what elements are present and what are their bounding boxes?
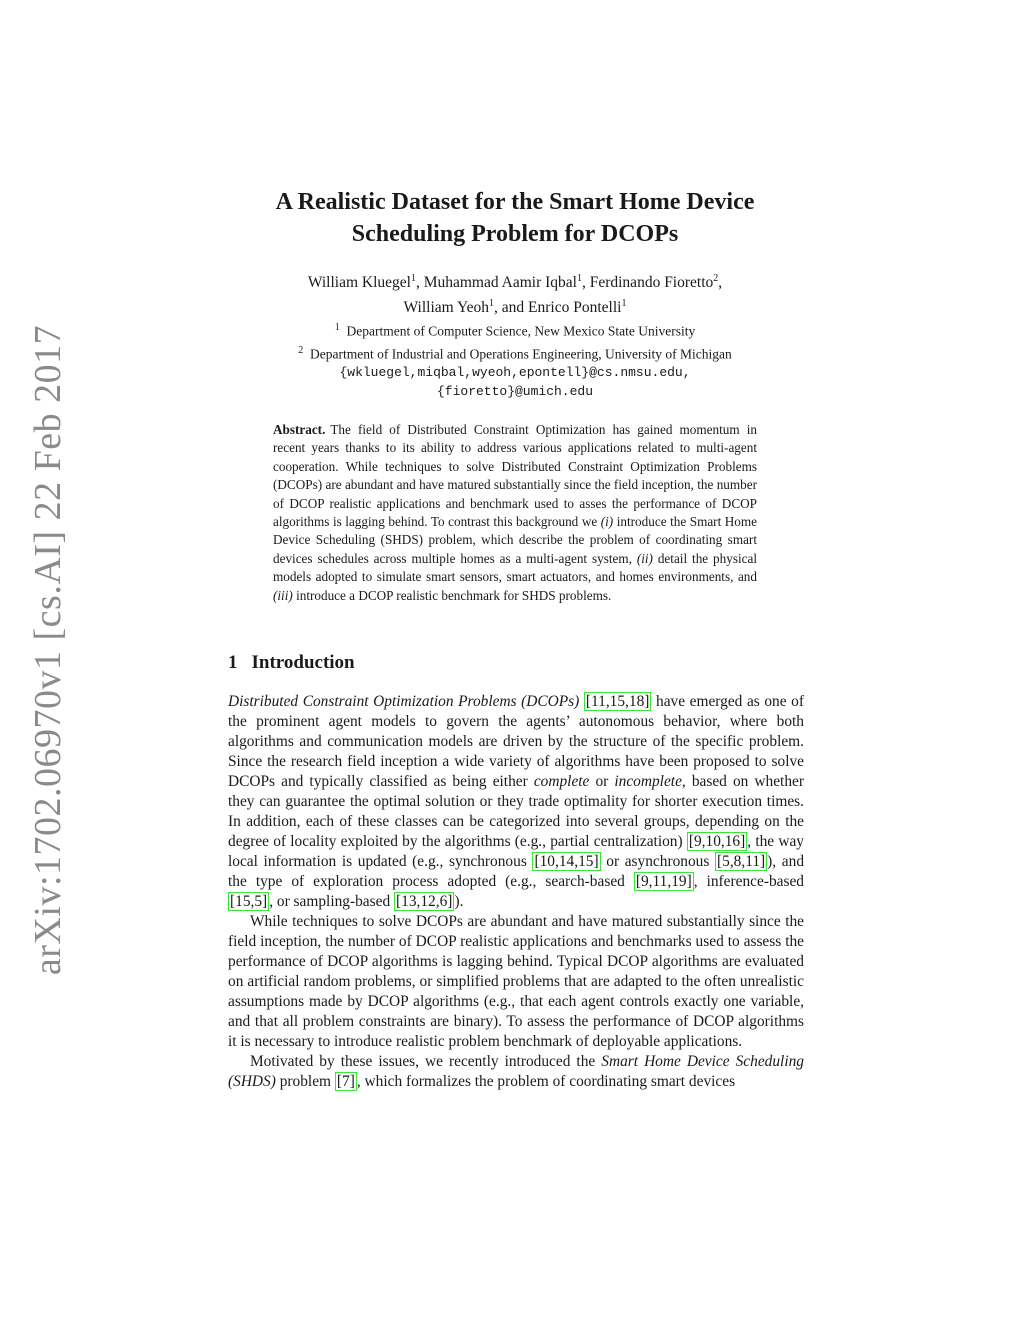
paper-title — [200, 186, 830, 250]
author-separator: , — [718, 274, 723, 292]
paragraph-text: ), and the type of exploration process adopted (e.g., search-based — [228, 853, 805, 890]
paragraph-text: Motivated by these issues, we recently introduced the — [250, 1053, 602, 1070]
author-affil-mark: 1 — [621, 298, 627, 310]
emphasis: Smart Home Device Scheduling (SHDS) — [228, 1053, 804, 1090]
author-list — [200, 268, 830, 318]
citation-link[interactable]: [5,8,11] — [717, 853, 766, 870]
paragraph-1 — [228, 692, 804, 912]
abstract-label: Abstract. — [273, 422, 326, 437]
section-title: Introduction — [251, 652, 355, 673]
author-affil-mark: 1 — [576, 273, 582, 284]
affiliations — [200, 318, 830, 401]
paragraph-text: or — [589, 773, 615, 790]
abstract-enum: (ii) — [636, 550, 653, 566]
citation-link[interactable]: [10,14,15] — [534, 853, 599, 870]
affiliation-text: Department of Computer Science, New Mexico State University — [346, 323, 696, 339]
author-name: , Ferdinando Fioretto — [581, 274, 714, 292]
paragraph-text: , inference-based — [693, 873, 804, 890]
paragraph-text: , which formalizes the problem of coordinating smart devices — [356, 1073, 736, 1090]
emphasis: Distributed Constraint Optimization Problems (DCOPs) — [228, 693, 580, 710]
affiliation-2 — [200, 341, 830, 364]
paragraph-text: , or sampling-based — [269, 893, 394, 910]
arxiv-identifier: arXiv:1702.06970v1 [cs.AI] 22 Feb 2017 — [27, 324, 69, 976]
emphasis: incomplete — [614, 773, 682, 790]
paragraph-text: problem — [275, 1073, 335, 1090]
author-name: , Muhammad Aamir Iqbal — [415, 274, 577, 292]
section-number: 1 — [228, 652, 238, 673]
citation-link[interactable]: [7] — [336, 1073, 355, 1090]
emphasis: complete — [533, 773, 590, 790]
abstract-enum: (iii) — [273, 587, 293, 603]
author-affil-mark: 1 — [489, 298, 495, 310]
email-line-2: {fioretto}@umich.edu — [436, 384, 594, 399]
title-line-1: A Realistic Dataset for the Smart Home Device — [275, 189, 755, 215]
author-affil-mark: 1 — [410, 273, 416, 284]
abstract — [273, 421, 757, 605]
citation-link[interactable]: [9,10,16] — [688, 833, 746, 850]
paragraph-2: While techniques to solve DCOPs are abundant and have matured substantially since the field inception, the number of DCOP realistic applications and benchmarks used to assess the performance of DCOP algorithms is lagging behind. Typical DCOP algorithms are evaluated on artificial random problems, or simplified problems that are adapted to the often unrealistic assumptions made by DCOP algorithms (e.g., that each agent controls exactly one variable, and that all problem constraints are binary). To assess the performance of DCOP algorithms it is necessary to introduce realistic problem benchmark of deployable applications. — [228, 913, 804, 1050]
author-name: William Yeoh — [403, 299, 490, 317]
author-line-1 — [200, 268, 830, 293]
citation-link[interactable]: [9,11,19] — [635, 873, 692, 890]
paragraph-text: ). — [454, 893, 464, 910]
section-body — [228, 692, 804, 1092]
author-name: , and Enrico Pontelli — [494, 299, 622, 317]
citation-link[interactable]: [15,5] — [230, 893, 268, 910]
paragraph-text: , the way local information is updated (e.g., synchronous — [228, 833, 804, 870]
author-line-2 — [200, 293, 830, 318]
author-affil-mark: 2 — [713, 273, 719, 284]
paragraph-text: have emerged as one of the prominent agent models to govern the agents’ autonomous behavior, where both algorithms and communication models are driven by the structure of the specific problem. Since the research field inception a wide variety of algorithms have been proposed to solve DCOPs and typically classified as being either — [228, 693, 804, 790]
abstract-text: introduce the Smart Home Device Scheduling (SHDS) problem, which describe the problem of coordinating smart devices schedules across multiple homes as a multi-agent system, — [273, 514, 758, 566]
section-heading — [228, 652, 355, 674]
title-line-2: Scheduling Problem for DCOPs — [351, 221, 679, 247]
citation-link[interactable]: [11,15,18] — [585, 693, 650, 710]
paragraph-text: or asynchronous — [600, 853, 716, 870]
email-line-1: {wkluegel,miqbal,wyeoh,epontell}@cs.nmsu.edu, — [339, 365, 691, 380]
paragraph-text: , based on whether they can guarantee the optimal solution or they trade optimality for shorter execution times. In addition, each of these classes can be categorized into several groups, depending on the degree of locality exploited by the algorithms (e.g., partial centralization) — [228, 773, 804, 850]
abstract-text: The field of Distributed Constraint Optimization has gained momentum in recent years thanks to its ability to address various applications related to multi-agent cooperation. While techniques to solve Distributed Constraint Optimization Problems (DCOPs) are abundant and have matured substantially since the field inception, the number of DCOP realistic applications and benchmark used to asses the performance of DCOP algorithms is lagging behind. To contrast this background we — [273, 422, 757, 530]
abstract-text: detail the physical models adopted to simulate smart sensors, smart actuators, and homes environments, and — [273, 550, 757, 585]
affiliation-text: Department of Industrial and Operations Engineering, University of Michigan — [309, 346, 732, 361]
citation-link[interactable]: [13,12,6] — [396, 893, 453, 910]
affiliation-1 — [200, 318, 830, 341]
author-name: William Kluegel — [307, 274, 411, 292]
abstract-enum: (i) — [600, 514, 614, 530]
affil-mark: 2 — [298, 344, 304, 356]
affil-mark: 1 — [334, 322, 340, 333]
paragraph-3 — [228, 1052, 804, 1092]
abstract-text: introduce a DCOP realistic benchmark for SHDS problems. — [292, 587, 612, 603]
